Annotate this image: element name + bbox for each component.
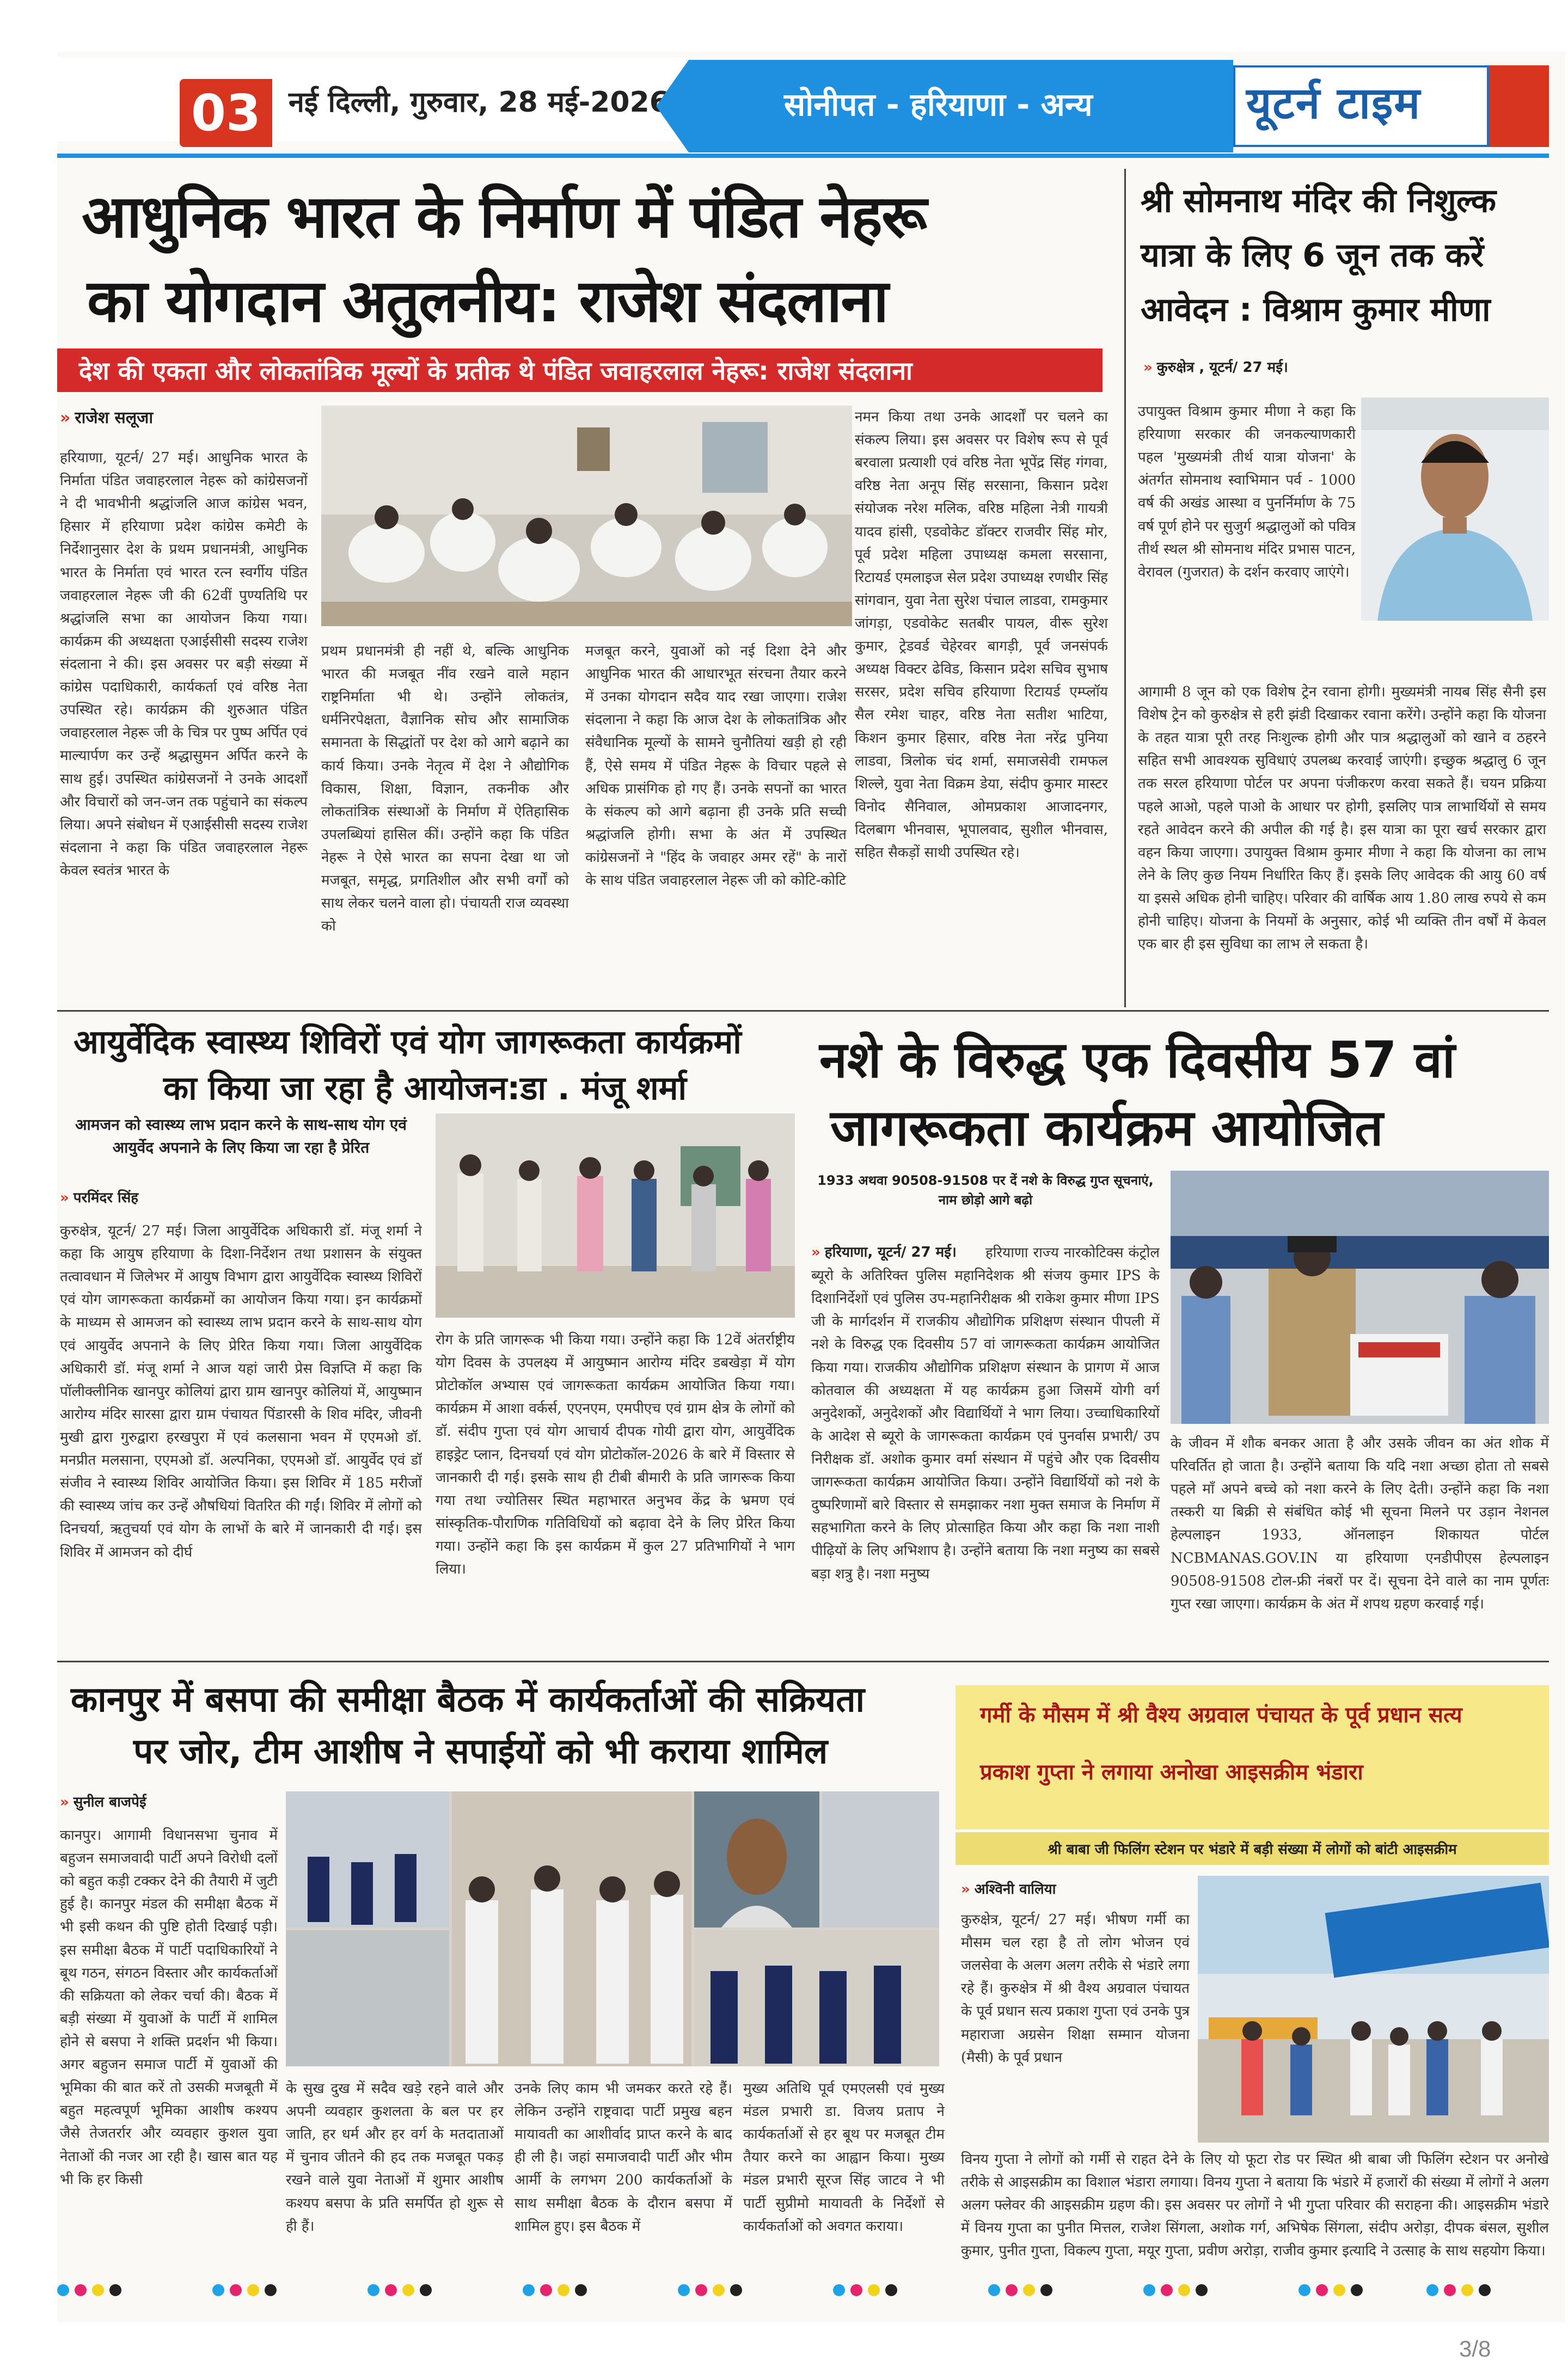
registration-dot-group xyxy=(1426,2284,1491,2296)
registration-dot xyxy=(1426,2284,1438,2296)
registration-dot xyxy=(523,2284,535,2296)
page-number: 03 xyxy=(180,79,272,147)
story2-headline-1: श्री सोमनाथ मंदिर की निशुल्क xyxy=(1141,182,1496,220)
story1-col2: प्रथम प्रधानमंत्री ही नहीं थे, बल्कि आधुनिक भारत की मजबूत नींव रखने वाले महान राष्ट्रनिर्माता भी थे। उन्होंने लोकतंत्र, धर्मनिरपेक्षता, वैज्ञानिक सोच और सामाजिक समानता के सिद्धांतों पर देश को आगे बढ़ाने का कार्य किया। उनके नेतृत्व में देश ने औद्योगिक विकास, शिक्षा, विज्ञान, तकनीक और लोकतांत्रिक संस्थाओं के निर्माण में ऐतिहासिक उपलब्धियां हासिल कीं। उन्होंने कहा कि पंडित नेहरू ने ऐसे भारत का सपना देखा था जो मजबूत, समृद्ध, प्रगतिशील और सभी वर्गों को साथ लेकर चलने वाला हो। पंचायती राज व्यवस्था को xyxy=(321,643,569,935)
registration-dot xyxy=(1316,2284,1328,2296)
registration-dot xyxy=(885,2284,897,2296)
story2-headline-3: आवेदन : विश्राम कुमार मीणा xyxy=(1141,291,1491,329)
registration-dot-group xyxy=(57,2284,121,2296)
story6-headline-1: गर्मी के मौसम में श्री वैश्य अग्रवाल पंचायत के पूर्व प्रधान सत्य xyxy=(980,1703,1462,1728)
registration-dot xyxy=(1161,2284,1173,2296)
byline-arrow-icon: » xyxy=(60,408,71,427)
registration-dot xyxy=(1444,2284,1456,2296)
registration-dot xyxy=(1196,2284,1208,2296)
registration-dot xyxy=(367,2284,379,2296)
byline-arrow-icon: » xyxy=(60,1794,69,1810)
story5-headline-1: कानपुर में बसपा की समीक्षा बैठक में कार्यकर्ताओं की सक्रियता xyxy=(71,1680,865,1720)
story2-body-bottom: आगामी 8 जून को एक विशेष ट्रेन रवाना होगी। मुख्यमंत्री नायब सिंह सैनी इस विशेष ट्रेन को कुरुक्षेत्र से हरी झंडी दिखाकर रवाना करेंगे। उन्होंने कहा कि योजना के तहत यात्रा पूरी तरह निःशुल्क होगी और पात्र श्रद्धालुओं को खाने व ठहरने सहित सभी आवश्यक सुविधाएं उपलब्ध करवाई जाएंगी। इच्छुक श्रद्धालु 6 जून तक सरल हरियाणा पोर्टल पर अपना पंजीकरण करवा सकते हैं। चयन प्रक्रिया पहले आओ, पहले पाओ के आधार पर होगी, इसलिए पात्र लाभार्थियों से समय रहते आवेदन करने की अपील की गई है। इस यात्रा का पूरा खर्च सरकार द्वारा वहन किया जाएगा। उपायुक्त विश्राम कुमार मीणा ने कहा कि योजना का लाभ लेने के लिए कुछ नियम निर्धारित किए हैं। इसके लिए आवेदक की आयु 60 वर्ष या इससे अधिक होनी चाहिए। परिवार की वार्षिक आय 1.80 लाख रुपये से कम होनी चाहिए। योजना के नियमों के अनुसार, कोई भी व्यक्ति तीन वर्षों में केवल एक बार ही इस सुविधा का लाभ ले सकता है। xyxy=(1138,684,1546,953)
story5-headline-2: पर जोर, टीम आशीष ने सपाईयों को भी कराया शामिल xyxy=(133,1731,828,1772)
registration-dot xyxy=(540,2284,552,2296)
registration-dot xyxy=(385,2284,397,2296)
story4-col1: हरियाणा राज्य नारकोटिक्स कंट्रोल ब्यूरो के अतिरिक्त पुलिस महानिदेशक श्री संजय कुमार IPS के दिशानिर्देशों एवं पुलिस उप-महानिरीक्षक श्री राकेश कुमार मीणा IPS जी के मार्गदर्शन में राजकीय औद्योगिक प्रशिक्षण संस्थान पीपली में नशे के विरुद्ध एक दिवसीय 57 वां जागरूकता कार्यक्रम आयोजित किया गया। राजकीय औद्योगिक प्रशिक्षण संस्थान के प्रागण में आज कोतवाल की अध्यक्षता में यह कार्यक्रम हुआ जिसमें योगी वर्ग अनुदेशकों, अनुदेशकों और विद्यार्थियों ने भाग लिया। उच्चाधिकारियों के आदेश से ब्यूरो के जागरूकता कार्यक्रम एवं पुनर्वास प्रभारी/ उप निरीक्षक डॉ. अशोक कुमार वर्मा संस्थान में पहुंचे और एक दिवसीय जागरूकता कार्यक्रम आयोजित किया। उन्होंने विद्यार्थियों को नशे के दुष्परिणामों बारे विस्तार से समझाकर नशा मुक्त समाज के निर्माण में सहभागिता करने के लिए प्रोत्साहित किया और कहा कि नशा नाशी पीढ़ियों के लिए अभिशाप है। उन्होंने बताया कि नशा मनुष्य का सबसे बड़ा शत्रु है। नशा मनुष्य xyxy=(811,1245,1160,1582)
registration-dot xyxy=(1178,2284,1190,2296)
registration-dot xyxy=(420,2284,432,2296)
byline-arrow-icon: » xyxy=(60,1190,69,1206)
registration-dot-group xyxy=(212,2284,277,2296)
registration-dot xyxy=(713,2284,725,2296)
story4-kicker: 1933 अथवा 90508-91508 पर दें नशे के विरुद्ध गुप्त सूचनाएं, नाम छोड़ो आगे बढ़ो xyxy=(817,1173,1154,1208)
story6-kicker: श्री बाबा जी फिलिंग स्टेशन पर भंडारे में बड़ी संख्या में लोगों को बांटी आइसक्रीम xyxy=(955,1832,1549,1865)
registration-dot xyxy=(230,2284,242,2296)
registration-dot-group xyxy=(988,2284,1052,2296)
registration-dot xyxy=(1006,2284,1018,2296)
registration-dot xyxy=(57,2284,69,2296)
story1-subhead: देश की एकता और लोकतांत्रिक मूल्यों के प्रतीक थे पंडित जवाहरलाल नेहरू: राजेश संदलाना xyxy=(57,348,1102,392)
story5-byline: » सुनील बाजपेई xyxy=(60,1794,146,1810)
registration-dot xyxy=(575,2284,587,2296)
registration-dot xyxy=(75,2284,87,2296)
story4-headline-1: नशे के विरुद्ध एक दिवसीय 57 वां xyxy=(819,1031,1455,1089)
story5-photo-collage xyxy=(286,1791,939,2066)
story5-col1: कानपुर। आगामी विधानसभा चुनाव में बहुजन समाजवादी पार्टी अपने विरोधी दलों को बहुत कड़ी टक्कर देने की तैयारी में जुटी हुई है। कानपुर मंडल की समीक्षा बैठक में भी इसी कथन की पुष्टि होती दिखाई पड़ी। इस समीक्षा बैठक में पार्टी पदाधिकारियों ने बूथ गठन, संगठन विस्तार और कार्यकर्ताओं की सक्रियता को लेकर चर्चा की। बैठक में बड़ी संख्या में युवाओं के पार्टी में शामिल होने से बसपा ने शक्ति प्रदर्शन भी किया। अगर बहुजन समाज पार्टी में युवाओं की भूमिका की बात करें तो उसकी मजबूती में बहुत महत्वपूर्ण भूमिका आशीष कश्यप जैसे तेजतर्रार और व्यवहार कुशल युवा नेताओं की नजर आ रही है। खास बात यह भी कि हर किसी xyxy=(60,1827,278,2188)
page-indicator: 3/8 xyxy=(1459,2336,1491,2361)
story5-col4: मुख्य अतिथि पूर्व एमएलसी एवं मुख्य मंडल प्रभारी डा. विजय प्रताप ने कार्यकर्ताओं से हर बूथ पर मजबूत टीम तैयार करने का आह्वान किया। मुख्य मंडल प्रभारी सूरज सिंह जाटव ने भी पार्टी सुप्रीमो मायावती के निर्देशों से कार्यकर्ताओं को अवगत कराया। xyxy=(743,2081,945,2235)
registration-dot xyxy=(678,2284,690,2296)
registration-dot xyxy=(988,2284,1000,2296)
section-rule xyxy=(57,1661,1549,1662)
story1-col4: नमन किया तथा उनके आदर्शों पर चलने का संकल्प लिया। इस अवसर पर विशेष रूप से पूर्व बरवाला प्रत्याशी एवं वरिष्ठ नेता भूपेंद्र सिंह गंगवा, वरिष्ठ नेता अनूप सिंह सरसाना, किसान प्रदेश संयोजक नरेश मलिक, वरिष्ठ महिला नेत्री गायत्री यादव हांसी, एडवोकेट डॉक्टर राजवीर सिंह मोर, पूर्व प्रदेश महिला उपाध्यक्ष कमला सरसाना, रिटायर्ड एमलाइज सेल प्रदेश उपाध्यक्ष रणधीर सिंह सांगवान, युवा नेता सुरेश पंचाल लाडवा, रामकुमार जांगड़ा, एडवोकेट सतबीर पायल, वीरू सुरेश कुमार, ट्रेडवर्ड चेहेरवर बागड़ी, पूर्व जनसंपर्क अध्यक्ष विक्टर ढेविड, किसान प्रदेश सचिव सुभाष सरसर, प्रदेश सचिव हरियाणा रिटायर्ड एम्प्लॉय सैल रमेश चाहर, वरिष्ठ नेता सतीश भाटिया, किशन कुमार हिसार, वरिष्ठ नेता नरेंद्र पुनिया लाडवा, त्रिलोक चंद शर्मा, समाजसेवी रामफल शिल्ले, युवा नेता विक्रम डेया, संदीप कुमार मास्टर विनोद सैनिवाल, ओमप्रकाश आजादनगर, दिलबाग भीनवास, भूपालवाद, सुशील भीनवास, सहित सैकड़ों साथी उपस्थित रहे। xyxy=(855,409,1108,861)
byline-arrow-icon: » xyxy=(961,1881,970,1898)
story3-headline-2: का किया जा रहा है आयोजन:डा . मंजू शर्मा xyxy=(163,1069,687,1108)
registration-dot xyxy=(558,2284,569,2296)
story3-headline-1: आयुर्वेदिक स्वास्थ्य शिविरों एवं योग जागरूकता कार्यक्रमों xyxy=(74,1023,742,1061)
registration-dot xyxy=(1479,2284,1491,2296)
registration-dot xyxy=(1298,2284,1310,2296)
section-rule xyxy=(57,1010,1549,1012)
registration-dot xyxy=(212,2284,224,2296)
registration-dot xyxy=(1040,2284,1052,2296)
newspaper-logo xyxy=(1233,65,1489,147)
section-title: सोनीपत - हरियाणा - अन्य xyxy=(784,86,1093,123)
registration-dot xyxy=(730,2284,742,2296)
registration-dot xyxy=(1333,2284,1345,2296)
registration-dot xyxy=(402,2284,414,2296)
story4-headline-2: जागरूकता कार्यक्रम आयोजित xyxy=(830,1099,1383,1157)
story2-headline-2: यात्रा के लिए 6 जून तक करें xyxy=(1141,236,1484,274)
byline-arrow-icon: » xyxy=(1143,359,1153,376)
story1-headline-1: आधुनिक भारत के निर्माण में पंडित नेहरू xyxy=(82,183,926,251)
story1-col3: मजबूत करने, युवाओं को नई दिशा देने और आधुनिक भारत की आधारभूत संरचना तैयार करने में उनका योगदान सदैव याद रखा जाएगा। राजेश संदलाना ने कहा कि आज देश के लोकतांत्रिक और संवैधानिक मूल्यों के सामने चुनौतियां खड़ी हो रही हैं, ऐसे समय में पंडित नेहरू के विचार पहले से अधिक प्रासंगिक हो गए हैं। उनके सपनों का भारत के संकल्प को आगे बढ़ाना ही उनके प्रति सच्ची श्रद्धांजलि होगी। सभा के अंत में उपस्थित कांग्रेसजनों ने "हिंद के जवाहर अमर रहें" के नारों के साथ पंडित जवाहरलाल नेहरू जी को कोटि-कोटि xyxy=(585,643,847,889)
story3-kicker: आमजन को स्वास्थ्य लाभ प्रदान करने के साथ-साथ योग एवं आयुर्वेद अपनाने के लिए किया जा रहा है प्रेरित xyxy=(75,1116,407,1157)
header-rule xyxy=(57,154,1549,158)
story1-photo xyxy=(321,406,852,626)
column-divider xyxy=(1124,169,1126,1007)
story4-photo xyxy=(1171,1171,1549,1424)
registration-dot xyxy=(850,2284,862,2296)
story6-body-wide: विनय गुप्ता ने लोगों को गर्मी से राहत देने के लिए यो फूटा रोड पर स्थित श्री बाबा जी फिलिंग स्टेशन पर अनोखे तरीके से आइसक्रीम का विशाल भंडारा लगाया। विनय गुप्ता ने बताया कि भंडारे में हजारों की संख्या में लोगों ने अलग अलग फ्लेवर की आइसक्रीम ग्रहण की। इस अवसर पर लोगों ने भी गुप्ता परिवार की सराहना की। आइसक्रीम भंडारे में विनय गुप्ता का पुनीत मित्तल, राजेश सिंगला, अशोक गर्ग, अभिषेक सिंगला, संदीप अरोड़ा, दीपक बंसल, सुशील कुमार, पुनीत गुप्ता, विकल्प गुप्ता, मयूर गुप्ता, प्रवीण अरोड़ा, राजीव कुमार इत्यादि ने उत्साह के साथ सहयोग किया। xyxy=(961,2151,1549,2260)
registration-dot xyxy=(265,2284,277,2296)
registration-dot-group xyxy=(523,2284,587,2296)
byline-arrow-icon: » xyxy=(811,1244,820,1261)
registration-dot xyxy=(247,2284,259,2296)
story5-col2: के सुख दुख में सदैव खड़े रहने वाले और अपनी व्यवहार कुशलता के बल पर हर जाति, हर धर्म और हर वर्ग के मतदाताओं में चुनाव जीतने की हद तक मजबूत पकड़ रखने वाले युवा नेताओं में शुमार आशीष कश्यप बसपा के प्रति समर्पित हो शुरू से ही हैं। xyxy=(286,2081,504,2235)
logo-red-block xyxy=(1489,65,1549,147)
date-line: नई दिल्ली, गुरुवार, 28 मई-2026 xyxy=(289,86,669,119)
registration-dot-group xyxy=(678,2284,742,2296)
story6-byline: » अश्विनी वालिया xyxy=(961,1881,1056,1898)
story4-col2: के जीवन में शौक बनकर आता है और उसके जीवन का अंत शोक में परिवर्तित हो जाता है। उन्होंने बताया कि यदि नशा अच्छा होता तो सबसे पहले माँ अपने बच्चे को नशा करने के लिए देती। उन्होंने कहा कि नशा तस्करी या बिक्री से संबंधित कोई भी सूचना मिलने पर उड़ान नेशनल हेल्पलाइन 1933, ऑनलाइन शिकायत पोर्टल NCBMANAS.GOV.IN या हरियाणा एनडीपीएस हेल्पलाइन 90508-91508 टोल-फ्री नंबरों पर दें। सूचना देने वाले का नाम पूर्णतः गुप्त रखा जाएगा। कार्यक्रम के अंत में शपथ ग्रहण करवाई गई। xyxy=(1171,1435,1549,1612)
registration-dot xyxy=(109,2284,121,2296)
story2-body-top: उपायुक्त विश्राम कुमार मीणा ने कहा कि हरियाणा सरकार की जनकल्याणकारी पहल 'मुख्यमंत्री तीर्थ यात्रा योजना' के अंतर्गत सोमनाथ स्वाभिमान पर्व - 1000 वर्ष की अखंड आस्था व पुनर्निर्माण के 75 वर्ष पूर्ण होने पर सुजुर्ग श्रद्धालुओं को पवित्र तीर्थ स्थल श्री सोमनाथ मंदिर प्रभास पाटन, वेरावल (गुजरात) के दर्शन करवाए जाएंगे। xyxy=(1138,403,1356,580)
registration-dot xyxy=(92,2284,104,2296)
registration-dot xyxy=(1461,2284,1473,2296)
story5-col3: उनके लिए काम भी जमकर करते रहे हैं। लेकिन उन्होंने राष्ट्रवादा पार्टी प्रमुख बहन मायावती का आशीर्वाद प्राप्त करने के बाद ही ली है। जहां समाजवादी पार्टी और भीम आर्मी के लगभग 200 कार्यकर्ताओं के साथ समीक्षा बैठक के दौरान बसपा में शामिल हुए। इस बैठक में xyxy=(514,2081,732,2235)
story2-portrait xyxy=(1361,397,1549,621)
story6-col1: कुरुक्षेत्र, यूटर्न/ 27 मई। भीषण गर्मी का मौसम चल रहा है तो लोग भोजन एवं जलसेवा के अलग अलग तरीके से भंडारे लगा रहे हैं। कुरुक्षेत्र में श्री वैश्य अग्रवाल पंचायत के पूर्व प्रधान सत्य प्रकाश गुप्ता एवं उनके पुत्र महाराजा अग्रसेन शिक्षा सम्मान योजना (मैसी) के पूर्व प्रधान xyxy=(961,1912,1190,2066)
story1-byline: » राजेश सलूजा xyxy=(60,408,154,427)
registration-dot-group xyxy=(367,2284,432,2296)
registration-dot xyxy=(1023,2284,1035,2296)
registration-dot-group xyxy=(833,2284,897,2296)
registration-dot xyxy=(695,2284,707,2296)
story3-photo xyxy=(436,1113,795,1318)
registration-dot xyxy=(833,2284,845,2296)
story2-byline: » कुरुक्षेत्र , यूटर्न/ 27 मई। xyxy=(1143,359,1288,376)
story1-headline-2: का योगदान अतुलनीय: राजेश संदलाना xyxy=(87,267,888,335)
story6-headline-2: प्रकाश गुप्ता ने लगाया अनोखा आइसक्रीम भंडारा xyxy=(980,1760,1363,1785)
story3-col1: कुरुक्षेत्र, यूटर्न/ 27 मई। जिला आयुर्वेदिक अधिकारी डॉ. मंजू शर्मा ने कहा कि आयुष हरियाणा के दिशा-निर्देशन तथा प्रशासन के संयुक्त तत्वावधान में जिलेभर में आयुष विभाग द्वारा आयुर्वेदिक स्वास्थ्य शिविरों एवं योग जागरूकता कार्यक्रमों का आयोजन किया गया। इन कार्यक्रमों के माध्यम से आमजन को स्वास्थ्य लाभ प्रदान करने के साथ-साथ योग एवं आयुर्वेद अपनाने के लिए प्रेरित किया गया। जिला आयुर्वेदिक अधिकारी डॉ. मंजू शर्मा ने आज यहां जारी प्रेस विज्ञप्ति में कहा कि पॉलीक्लीनिक खानपुर कोलियां द्वारा ग्राम खानपुर कोलियां में, आयुष्मान आरोग्य मंदिर सारसा द्वारा ग्राम पंचायत पिंडारसी के शिव मंदिर, जीवनी मुखी द्वारा गुरुद्वारा हरखपुरा में एवं कलसाना भवन में एएमओ डॉ. मनप्रीत मलसाना, एएमओ डॉ. अल्पनिका, एएमओ डॉ. आयुर्वेद एवं डॉ संजीव ने स्वास्थ्य शिविर आयोजित किया। इस शिविर में 185 मरीजों की स्वास्थ्य जांच कर उन्हें औषधियां वितरित की गईं। शिविर में लोगों को दिनचर्या, ऋतुचर्या एवं योग के लाभों के बारे में जानकारी दी गई। इस शिविर में आमजन को दीर्घ xyxy=(60,1223,422,1561)
story4-byline: » हरियाणा, यूटर्न/ 27 मई। xyxy=(811,1244,957,1261)
logo-text: यूटर्न टाइम xyxy=(1246,77,1422,129)
registration-dot xyxy=(868,2284,880,2296)
registration-dot-group xyxy=(1143,2284,1208,2296)
registration-dot-group xyxy=(1298,2284,1363,2296)
registration-dot xyxy=(1351,2284,1363,2296)
story3-col2: रोग के प्रति जागरूक भी किया गया। उन्होंने कहा कि 12वें अंतर्राष्ट्रीय योग दिवस के उपलक्ष्य में आयुष्मान आरोग्य मंदिर डबखेड़ा में योग प्रोटोकॉल अभ्यास एवं जागरूकता कार्यक्रम आयोजित किया गया। कार्यक्रम में आशा वर्कर्स, एएनएम, एमपीएच एवं ग्राम क्षेत्र के लोगों को डॉ. संदीप गुप्ता एवं योग आचार्य दीपक गोयी द्वारा योग, आयुर्वेदिक हाइड्रेट प्लान, दिनचर्या एवं योग प्रोटोकॉल-2026 के बारे में विस्तार से जानकारी दी गई। इसके साथ ही टीबी बीमारी के प्रति जागरूक किया गया तथा ज्योतिसर स्थित महाभारत अनुभव केंद्र के भ्रमण एवं सांस्कृतिक-पौराणिक गतिविधियों को बढ़ावा देने के लिए प्रेरित किया गया। उन्होंने कहा कि इस कार्यक्रम में कुल 27 प्रतिभागियों ने भाग लिया। xyxy=(436,1332,795,1578)
story6-photo xyxy=(1198,1876,1549,2143)
story1-col1: हरियाणा, यूटर्न/ 27 मई। आधुनिक भारत के निर्माता पंडित जवाहरलाल नेहरू को कांग्रेसजनों ने दी भावभीनी श्रद्धांजलि आज कांग्रेस भवन, हिसार में हरियाणा प्रदेश कांग्रेस कमेटी के निर्देशानुसार देश के प्रथम प्रधानमंत्री, आधुनिक भारत के निर्माता एवं भारत रत्न स्वर्गीय पंडित जवाहरलाल नेहरू जी की 62वीं पुण्यतिथि पर श्रद्धांजलि सभा का आयोजन किया गया। कार्यक्रम की अध्यक्षता एआईसीसी सदस्य राजेश संदलाना ने की। इस अवसर पर बड़ी संख्या में कांग्रेस पदाधिकारी, कार्यकर्ता एवं वरिष्ठ नेता उपस्थित रहे। कार्यक्रम की शुरुआत पंडित जवाहरलाल नेहरू जी के चित्र पर पुष्प अर्पित एवं माल्यार्पण कर उन्हें श्रद्धासुमन अर्पित करने के साथ हुई। उपस्थित कांग्रेसजनों ने उनके आदर्शों और विचारों को जन-जन तक पहुंचाने का संकल्प लिया। अपने संबोधन में एआईसीसी सदस्य राजेश संदलाना ने कहा कि पंडित जवाहरलाल नेहरू केवल स्वतंत्र भारत के xyxy=(60,450,308,879)
registration-dot xyxy=(1143,2284,1155,2296)
story3-byline: » परमिंदर सिंह xyxy=(60,1190,139,1206)
